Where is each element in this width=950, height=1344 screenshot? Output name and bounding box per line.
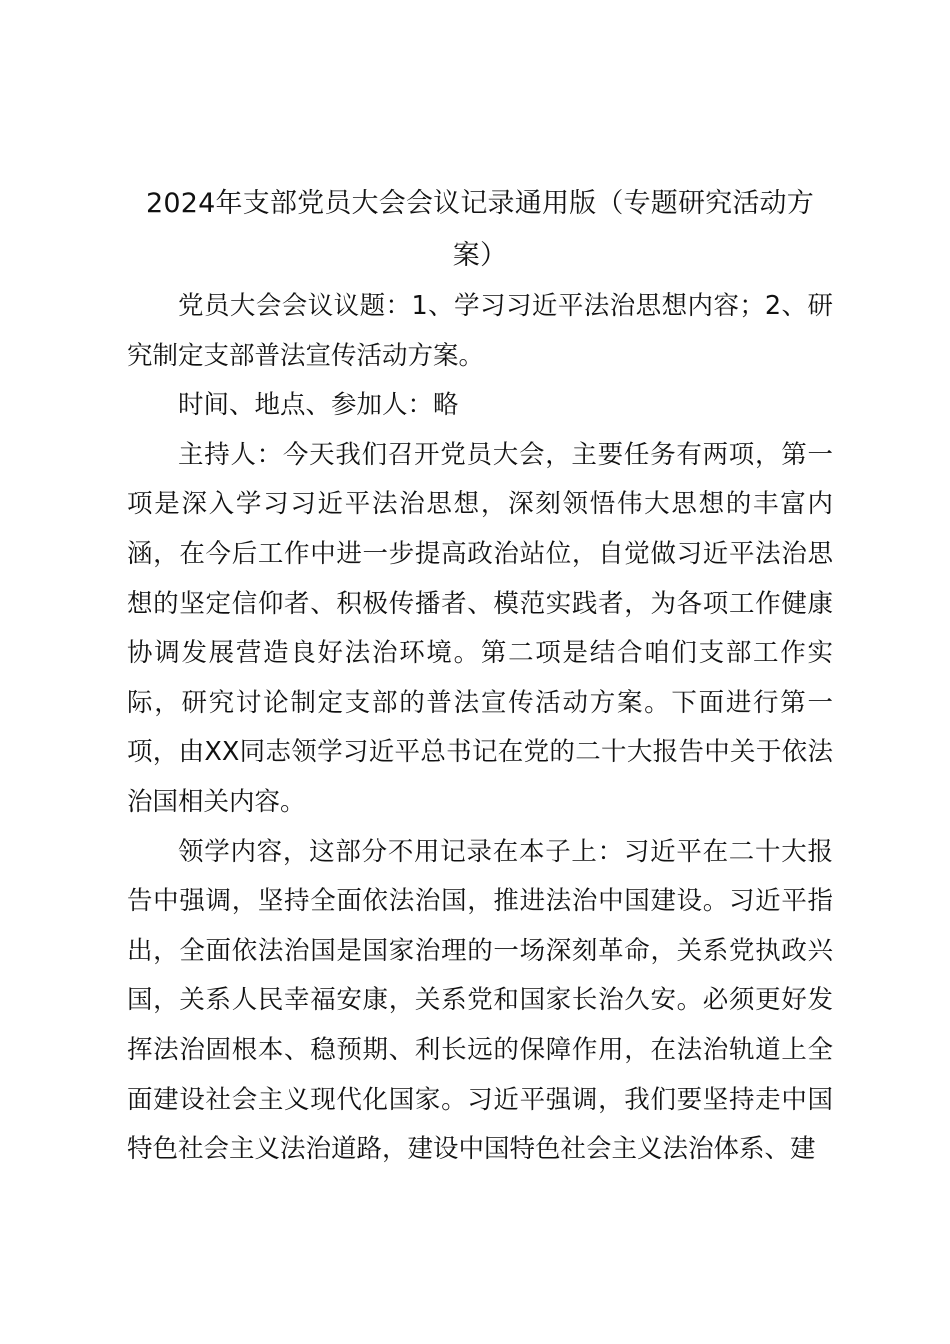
study-content-paragraph: 领学内容，这部分不用记录在本子上：习近平在二十大报告中强调，坚持全面依法治国，推进法治中国建设。习近平指出，全面依法治国是国家治理的一场深刻革命，关系党执政兴国，关系人民幸福安康，关系党和国家长治久安。必须更好发挥法治固根本、稳预期、利长远的保障作用，在法治轨道上全面建设社会主义现代化国家。习近平强调，我们要坚持走中国特色社会主义法治道路，建设中国特色社会主义法治体系、建	[127, 836, 833, 1165]
document-body	[127, 178, 833, 1175]
time-place-paragraph: 时间、地点、参加人：略	[178, 390, 459, 421]
host-speech-paragraph: 主持人：今天我们召开党员大会，主要任务有两项，第一项是深入学习习近平法治思想，深刻领悟伟大思想的丰富内涵，在今后工作中进一步提高政治站位，自觉做习近平法治思想的坚定信仰者、积极传播者、模范实践者，为各项工作健康协调发展营造良好法治环境。第二项是结合咱们支部工作实际，研究讨论制定支部的普法宣传活动方案。下面进行第一项，由XX同志领学习近平总书记在党的二十大报告中关于依法治国相关内容。	[127, 439, 833, 817]
document-title: 2024年支部党员大会会议记录通用版（专题研究活动方案）	[146, 188, 814, 271]
agenda-paragraph: 党员大会会议议题：1、学习习近平法治思想内容；2、研究制定支部普法宣传活动方案。	[127, 291, 833, 371]
